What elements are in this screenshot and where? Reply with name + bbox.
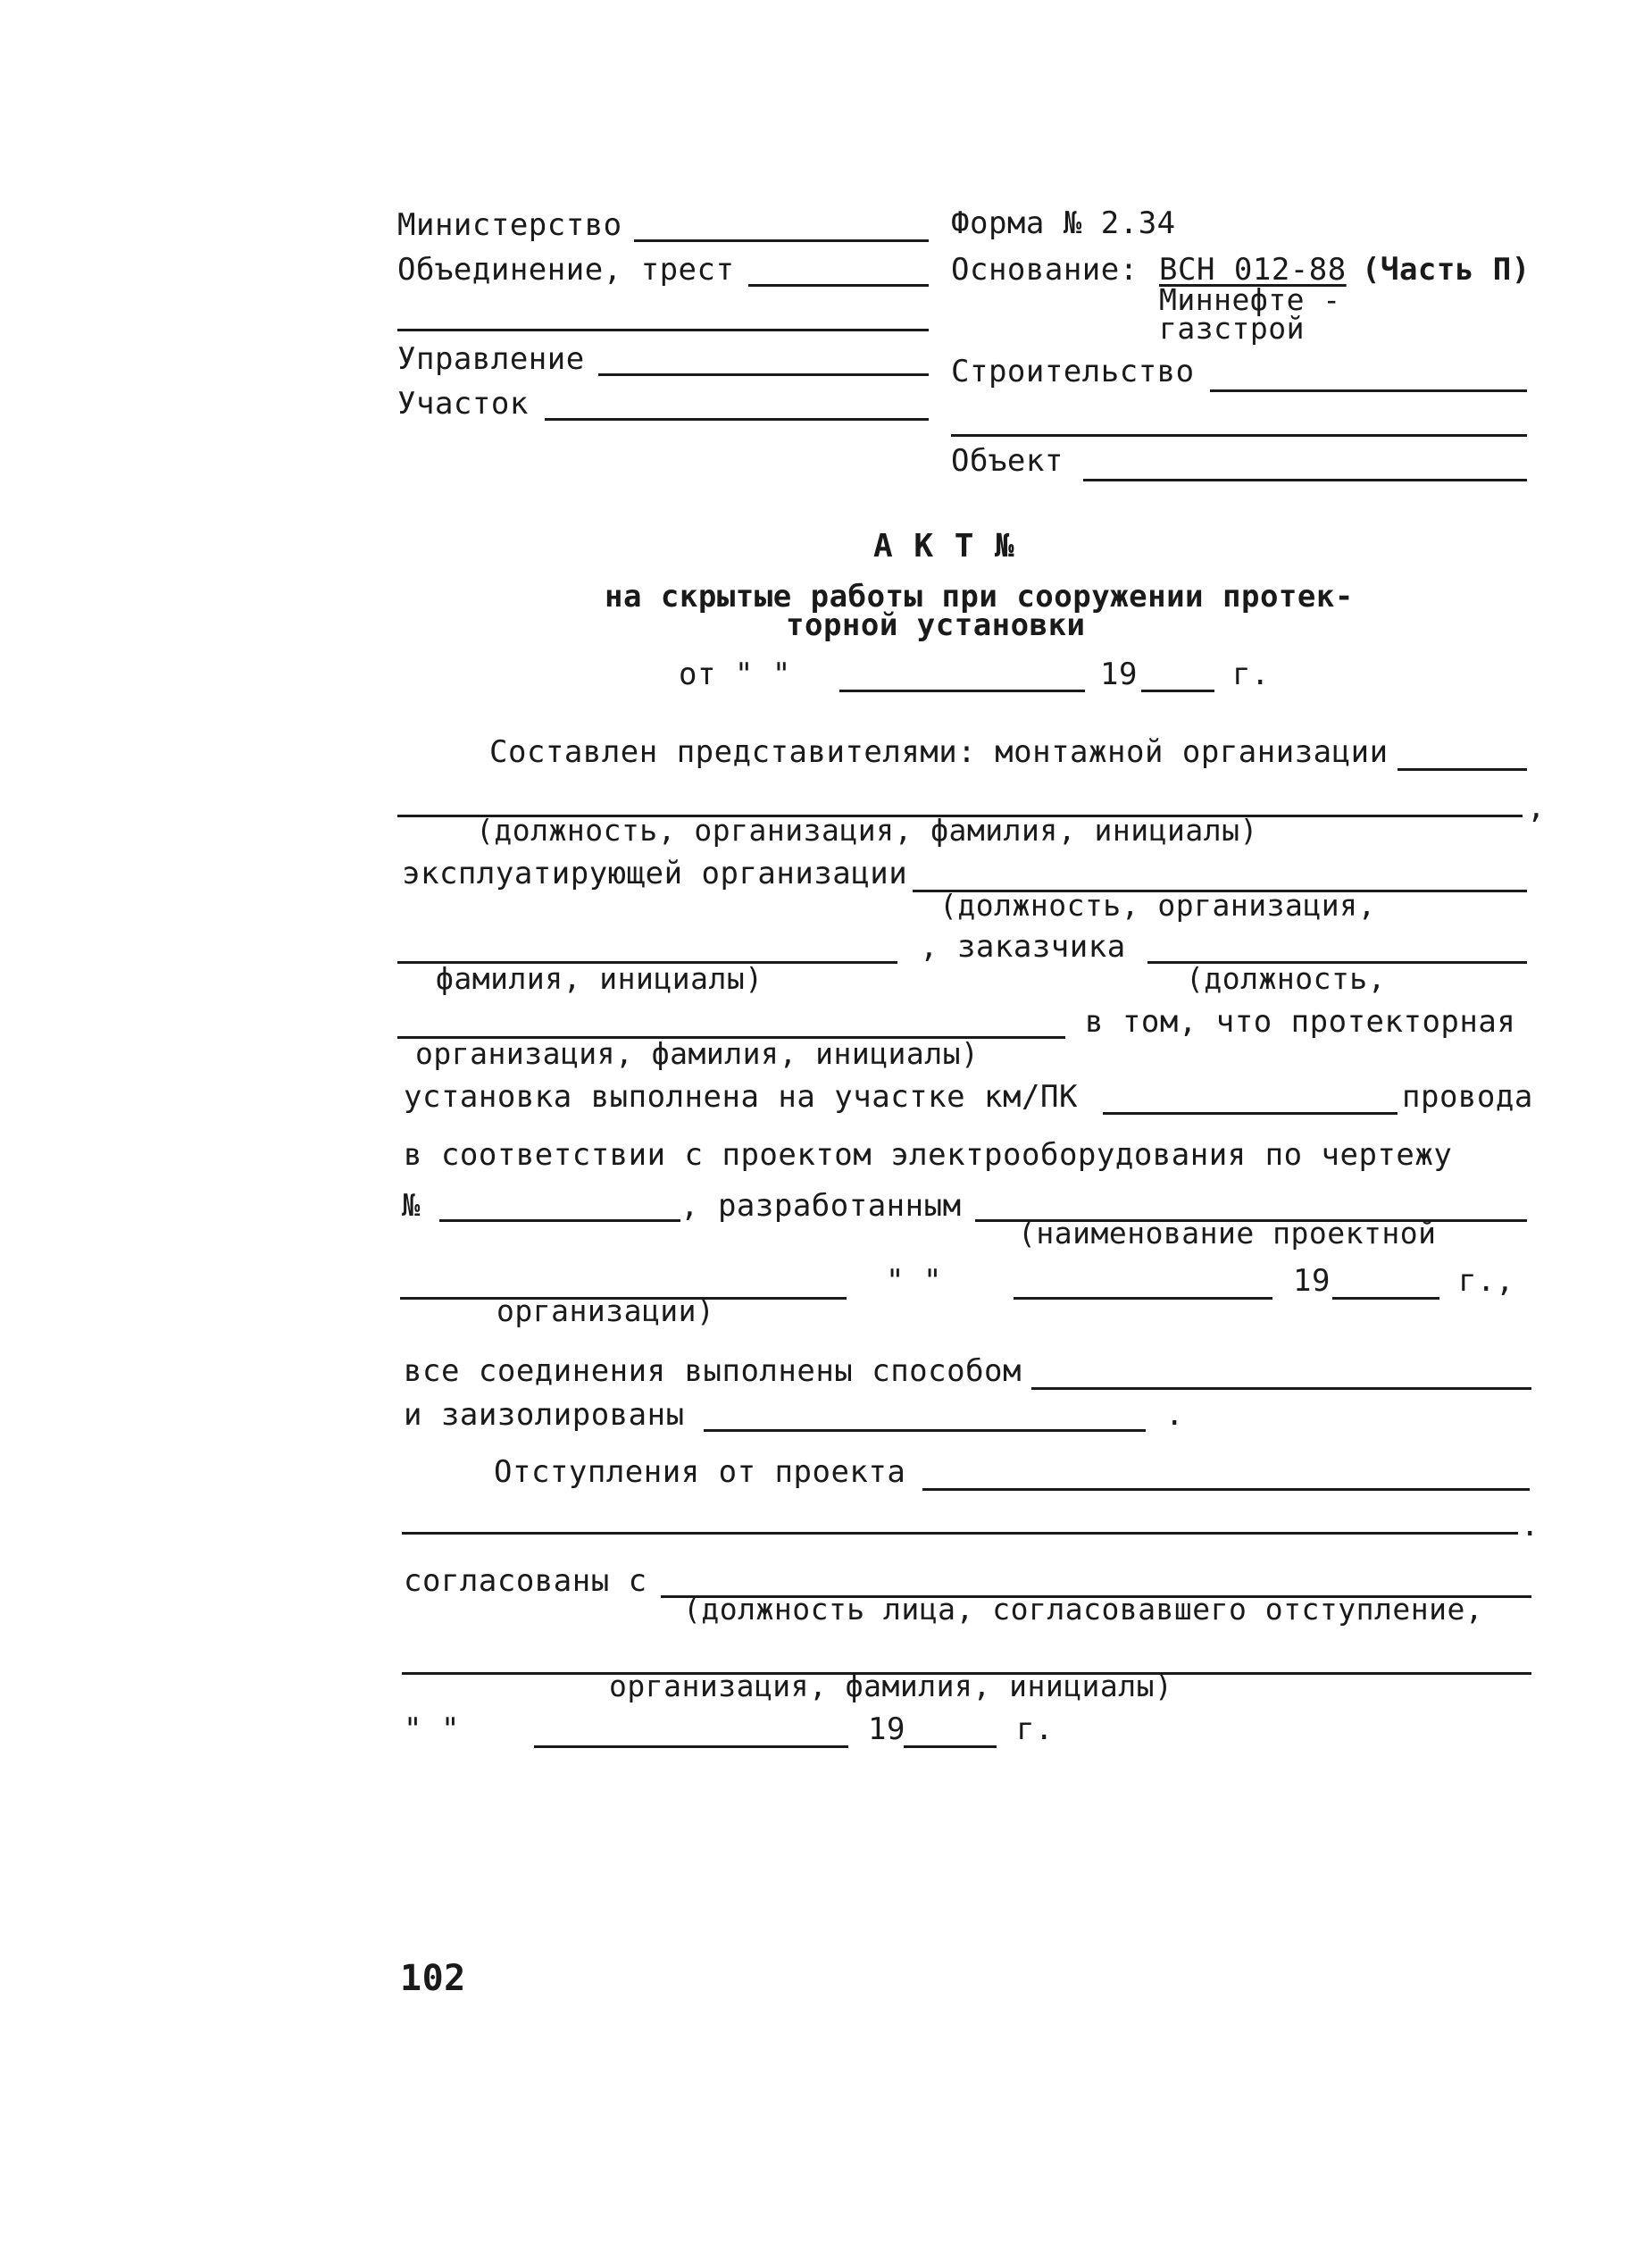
construction-label: Строительство	[951, 354, 1195, 389]
act-subtitle-line2: торной установки	[786, 607, 1086, 643]
basis-code: ВСН 012-88	[1159, 252, 1347, 288]
act-year-field[interactable]	[1141, 690, 1214, 692]
pipeline-text: провода	[1402, 1079, 1533, 1115]
insulated-period: .	[1165, 1397, 1184, 1433]
object-label: Объект	[951, 443, 1064, 479]
deviations-field-line2[interactable]	[402, 1532, 1518, 1535]
act-date-prefix: от " "	[679, 657, 791, 692]
design-year-19: 19	[1293, 1263, 1331, 1299]
customer-label: , заказчика	[920, 929, 1126, 965]
final-year-suffix: г.	[1016, 1711, 1054, 1747]
department-field[interactable]	[598, 373, 929, 376]
caption-approver: (должность лица, согласовавшего отступление,	[683, 1592, 1484, 1627]
association-label: Объединение, трест	[397, 252, 735, 288]
design-year-suffix: г.,	[1458, 1263, 1514, 1299]
deviations-period: .	[1521, 1508, 1539, 1543]
installation-done-text: установка выполнена на участке км/ПК	[404, 1079, 1078, 1115]
deviations-field[interactable]	[922, 1488, 1530, 1491]
caption-position-org-name: (должность, организация, фамилия, инициалы)	[476, 813, 1258, 848]
ministry-field[interactable]	[634, 239, 929, 242]
insulation-field[interactable]	[704, 1429, 1146, 1432]
construction-field[interactable]	[1210, 389, 1527, 392]
km-pk-field[interactable]	[1103, 1112, 1398, 1115]
basis-part: (Часть П)	[1362, 252, 1531, 288]
association-field[interactable]	[748, 284, 929, 287]
composed-by-text: Составлен представителями: монтажной организации	[489, 734, 1389, 770]
final-date-field[interactable]	[534, 1745, 848, 1748]
act-subtitle-line1: на скрытые работы при сооружении протек-	[605, 579, 1354, 615]
basis-label: Основание:	[951, 252, 1139, 288]
act-date-suffix: г.	[1232, 657, 1270, 692]
final-year-field[interactable]	[904, 1745, 997, 1748]
caption-name-initials: фамилия, инициалы)	[436, 961, 763, 996]
installer-rep-comma: ,	[1527, 790, 1546, 825]
site-field[interactable]	[545, 418, 929, 421]
caption-position: (должность,	[1186, 961, 1387, 996]
site-label: Участок	[397, 386, 529, 422]
act-title: А К Т №	[873, 528, 1015, 565]
caption-design-org1: (наименование проектной	[1018, 1216, 1437, 1251]
connection-method-field[interactable]	[1031, 1387, 1531, 1390]
act-date-field[interactable]	[839, 690, 1085, 692]
construction-field-line2[interactable]	[951, 434, 1527, 437]
final-year-19: 19	[868, 1711, 905, 1747]
developed-by-text: , разработанным	[680, 1188, 962, 1224]
that-protector-text: в том, что протекторная	[1085, 1004, 1516, 1040]
ministry-label: Министерство	[397, 207, 622, 243]
insulated-text: и заизолированы	[404, 1397, 685, 1433]
department-label: Управление	[397, 341, 585, 377]
design-date-field[interactable]	[1014, 1297, 1272, 1300]
caption-org-name-initials: организация, фамилия, инициалы)	[415, 1036, 980, 1071]
deviations-label: Отступления от проекта	[494, 1454, 906, 1490]
design-year-field[interactable]	[1332, 1297, 1439, 1300]
approved-with-label: согласованы с	[404, 1563, 647, 1599]
connections-text: все соединения выполнены способом	[404, 1353, 1022, 1389]
according-to-text: в соответствии с проектом электрооборудования по чертежу	[404, 1137, 1453, 1173]
design-date-quotes: " "	[886, 1263, 942, 1299]
drawing-number-sign: №	[402, 1188, 421, 1224]
final-date-quotes: " "	[404, 1711, 460, 1747]
basis-ministry-line2: газстрой	[1159, 311, 1305, 346]
caption-design-org2: организации)	[496, 1293, 715, 1328]
caption-position-org: (должность, организация,	[939, 888, 1376, 923]
association-field-line2[interactable]	[397, 329, 929, 331]
installer-org-field[interactable]	[1398, 768, 1527, 771]
operating-org-label: эксплуатирующей организации	[402, 856, 908, 891]
basis-ministry-line1: Миннефте -	[1159, 282, 1341, 317]
act-date-year: 19	[1100, 657, 1138, 692]
object-field[interactable]	[1083, 479, 1527, 481]
caption-approver2: организация, фамилия, инициалы)	[609, 1669, 1173, 1703]
form-number: Форма № 2.34	[951, 205, 1176, 241]
drawing-number-field[interactable]	[439, 1219, 680, 1222]
page-number: 102	[400, 1958, 466, 1999]
